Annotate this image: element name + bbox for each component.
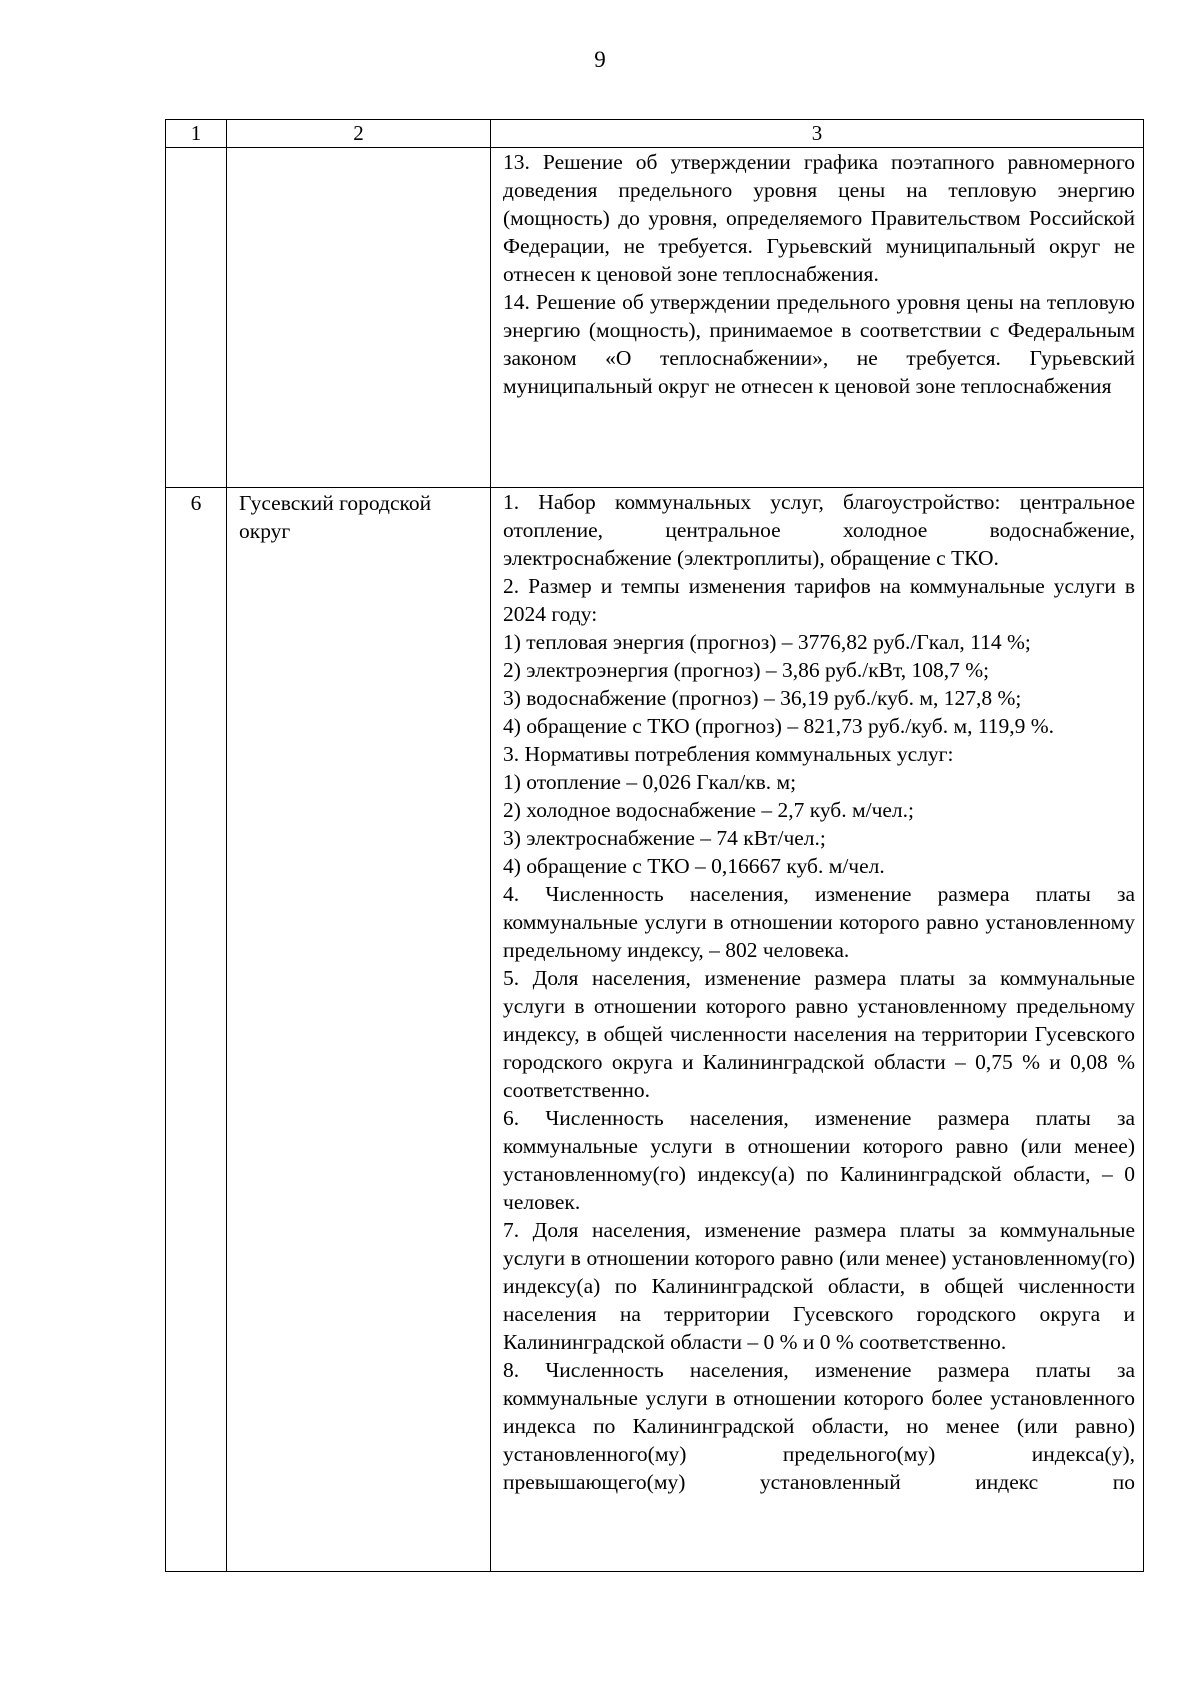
- table-row: [166, 148, 1144, 488]
- row-number: 6: [166, 488, 227, 1572]
- paragraph: 8. Численность населения, изменение размера платы за коммунальные услуги в отношении которого более установленного индекса по Калининградской области, но менее (или равно) установленного(му) предельного(му) индекса(у), превышающего(му) установленный индекс по: [503, 1358, 1135, 1494]
- municipality-name: Гусевский городской округ: [227, 488, 491, 1572]
- tariff-line: 3) водоснабжение (прогноз) – 36,19 руб./куб. м, 127,8 %;: [503, 686, 1022, 710]
- norm-line: 4) обращение с ТКО – 0,16667 куб. м/чел.: [503, 854, 885, 878]
- description-cell: [491, 488, 1144, 1572]
- tariff-line: 1) тепловая энергия (прогноз) – 3776,82 руб./Гкал, 114 %;: [503, 630, 1031, 654]
- column-header-3: 3: [491, 120, 1144, 148]
- norm-line: 3) электроснабжение – 74 кВт/чел.;: [503, 826, 826, 850]
- column-header-1: 1: [166, 120, 227, 148]
- paragraph: 13. Решение об утверждении графика поэтапного равномерного доведения предельного уровня цены на тепловую энергию (мощность) до уровня, определяемого Правительством Российской Федерации, не требуется. Гурьевский муниципальный округ не отнесен к ценовой зоне теплоснабжения.: [503, 150, 1135, 286]
- row-number: [166, 148, 227, 488]
- paragraph: 1. Набор коммунальных услуг, благоустройство: центральное отопление, центральное холодное водоснабжение, электроснабжение (электроплиты), обращение с ТКО.: [503, 490, 1135, 570]
- paragraph: 6. Численность населения, изменение размера платы за коммунальные услуги в отношении которого равно (или менее) установленному(го) индексу(а) по Калининградской области, – 0 человек.: [503, 1106, 1135, 1214]
- paragraph: 7. Доля населения, изменение размера платы за коммунальные услуги в отношении которого равно (или менее) установленному(го) индексу(а) по Калининградской области, в общей численности населения на территории Гусевского городского округа и Калининградской области – 0 % и 0 % соответственно.: [503, 1218, 1135, 1354]
- paragraph: 5. Доля населения, изменение размера платы за коммунальные услуги в отношении которого равно установленному предельному индексу, в общей численности населения на территории Гусевского городского округа и Калининградской области – 0,75 % и 0,08 % соответственно.: [503, 966, 1135, 1102]
- norm-line: 2) холодное водоснабжение – 2,7 куб. м/чел.;: [503, 798, 914, 822]
- table-row: [166, 488, 1144, 1572]
- tariff-line: 2) электроэнергия (прогноз) – 3,86 руб./кВт, 108,7 %;: [503, 658, 990, 682]
- tariff-line: 4) обращение с ТКО (прогноз) – 821,73 руб./куб. м, 119,9 %.: [503, 714, 1055, 738]
- page-number: 9: [594, 47, 606, 72]
- paragraph: 3. Нормативы потребления коммунальных услуг:: [503, 742, 954, 766]
- paragraph: 14. Решение об утверждении предельного уровня цены на тепловую энергию (мощность), принимаемое в соответствии с Федеральным законом «О теплоснабжении», не требуется. Гурьевский муниципальный округ не отнесен к ценовой зоне теплоснабжения: [503, 290, 1135, 398]
- regional-tariff-table: [165, 119, 1144, 1572]
- description-cell: [491, 148, 1144, 488]
- table-header-row: [166, 120, 1144, 148]
- column-header-2: 2: [227, 120, 491, 148]
- norm-line: 1) отопление – 0,026 Гкал/кв. м;: [503, 770, 797, 794]
- paragraph: 2. Размер и темпы изменения тарифов на коммунальные услуги в 2024 году:: [503, 574, 1135, 626]
- municipality-name: [227, 148, 491, 488]
- paragraph: 4. Численность населения, изменение размера платы за коммунальные услуги в отношении которого равно установленному предельному индексу, – 802 человека.: [503, 882, 1135, 962]
